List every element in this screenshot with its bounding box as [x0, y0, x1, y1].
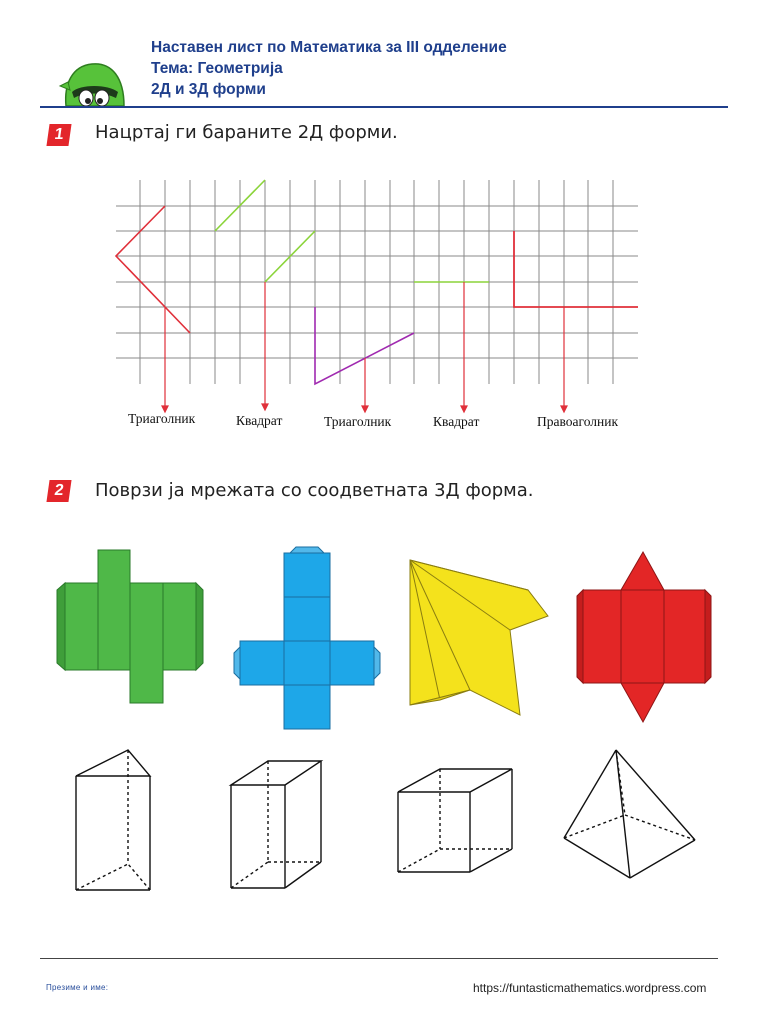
label-square-1: Квадрат	[236, 413, 283, 428]
header-line-3: 2Д и 3Д форми	[151, 81, 266, 98]
label-rectangle: Правоаголник	[537, 414, 619, 429]
task-2-instruction: Поврзи ја мрежата со соодветната 3Д форма.	[95, 480, 534, 501]
footer-website-link[interactable]: https://funtasticmathematics.wordpress.com	[473, 981, 707, 995]
footer-divider	[40, 958, 718, 959]
label-triangle-2: Триаголник	[324, 414, 392, 429]
task-1-number-badge: 1	[46, 124, 71, 146]
label-square-2: Квадрат	[433, 414, 480, 429]
task-2-number-badge: 2	[46, 480, 71, 502]
header-line-1: Наставен лист по Математика за III одделение	[151, 39, 507, 56]
header-line-2: Тема: Геометрија	[151, 60, 283, 77]
solid-cube-icon	[398, 769, 512, 872]
task-1-instruction: Нацртај ги бараните 2Д форми.	[95, 122, 398, 143]
solid-square-pyramid-icon	[564, 750, 695, 878]
label-triangle-1: Триаголник	[128, 411, 196, 426]
footer-name-label: Презиме и име:	[46, 983, 109, 992]
solid-triangular-prism-icon	[76, 750, 150, 890]
solid-rectangular-prism-icon	[231, 761, 321, 888]
